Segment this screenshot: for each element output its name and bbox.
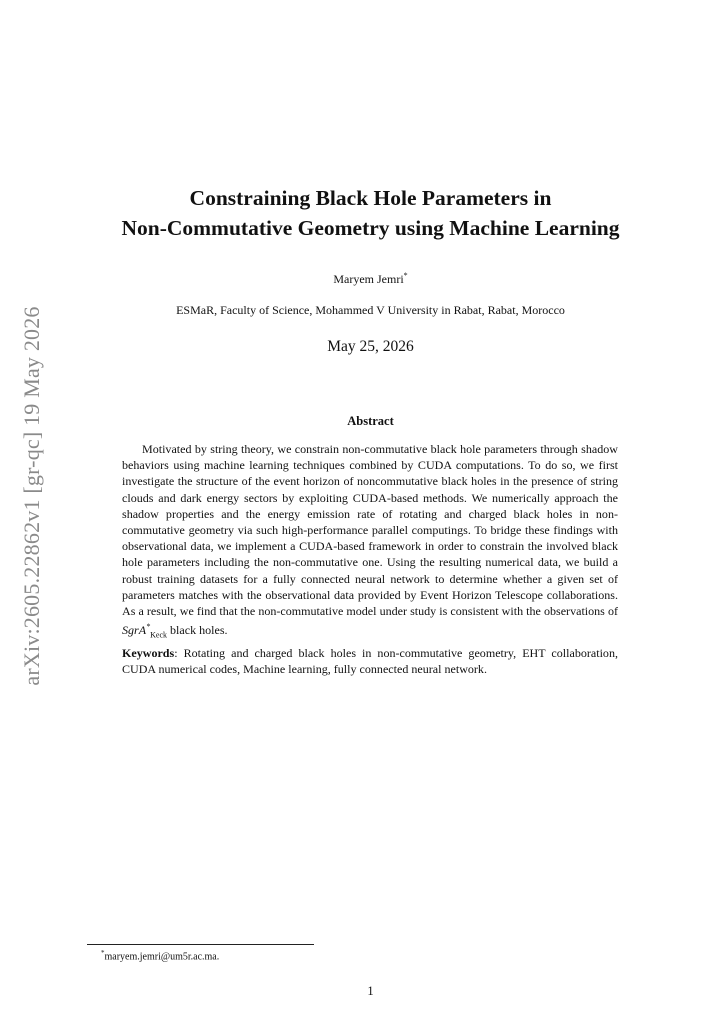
page-number: 1 bbox=[367, 984, 374, 998]
title-line-1: Constraining Black Hole Parameters in bbox=[189, 186, 552, 210]
abstract-text-end: black holes. bbox=[167, 623, 228, 638]
author-footnote-mark: * bbox=[403, 271, 408, 280]
keywords-label: Keywords bbox=[122, 645, 175, 660]
title-line-2: Non-Commutative Geometry using Machine Learning bbox=[121, 216, 620, 240]
abstract-block bbox=[122, 441, 618, 677]
footnote-mark: * bbox=[101, 949, 105, 957]
math-sgra-keck: SgrA*$_{Keck}$ bbox=[122, 622, 167, 640]
paper-date: May 25, 2026 bbox=[327, 338, 414, 355]
keywords-text: : Rotating and charged black holes in non-commutative geometry, EHT collaboration, CUDA numerical codes, Machine learning, fully connected neural network. bbox=[122, 645, 618, 677]
abstract-body bbox=[122, 441, 618, 644]
paper-title bbox=[40, 183, 701, 243]
arxiv-identifier-stamp: arXiv:2605.22862v1 [gr-qc] 19 May 2026 bbox=[19, 306, 44, 686]
abstract-text: Motivated by string theory, we constrain non-commutative black hole parameters through shadow behaviors using machine learning techniques combined by CUDA computations. To do so, we first investigate the structure of the event horizon of noncommutative black holes in the presence of string clouds and dark energy sectors by exploiting CUDA-based methods. We numerically approach the shadow properties and the energy emission rate of rotating and charged black holes in non-commutative geometry via such high-performance parallel computings. To bridge these findings with observational data, we implement a CUDA-based framework in order to constrain the involved black hole parameters including the non-commutative one. Using the resulting numerical data, we build a robust training datasets for a fully connected neural network to determine whether a given set of parameters matches with the observational data provided by Event Horizon Telescope collaborations. As a result, we find that the non-commutative model under study is consistent with the observations of bbox=[122, 442, 618, 619]
footnote-email: maryem.jemri@um5r.ac.ma. bbox=[104, 951, 220, 963]
footnote bbox=[101, 949, 219, 962]
affiliation: ESMaR, Faculty of Science, Mohammed V University in Rabat, Rabat, Morocco bbox=[176, 303, 565, 317]
abstract-heading: Abstract bbox=[347, 414, 394, 428]
author bbox=[40, 271, 701, 287]
author-name: Maryem Jemri bbox=[333, 272, 404, 286]
keywords bbox=[122, 645, 618, 677]
footnote-rule bbox=[87, 944, 314, 945]
